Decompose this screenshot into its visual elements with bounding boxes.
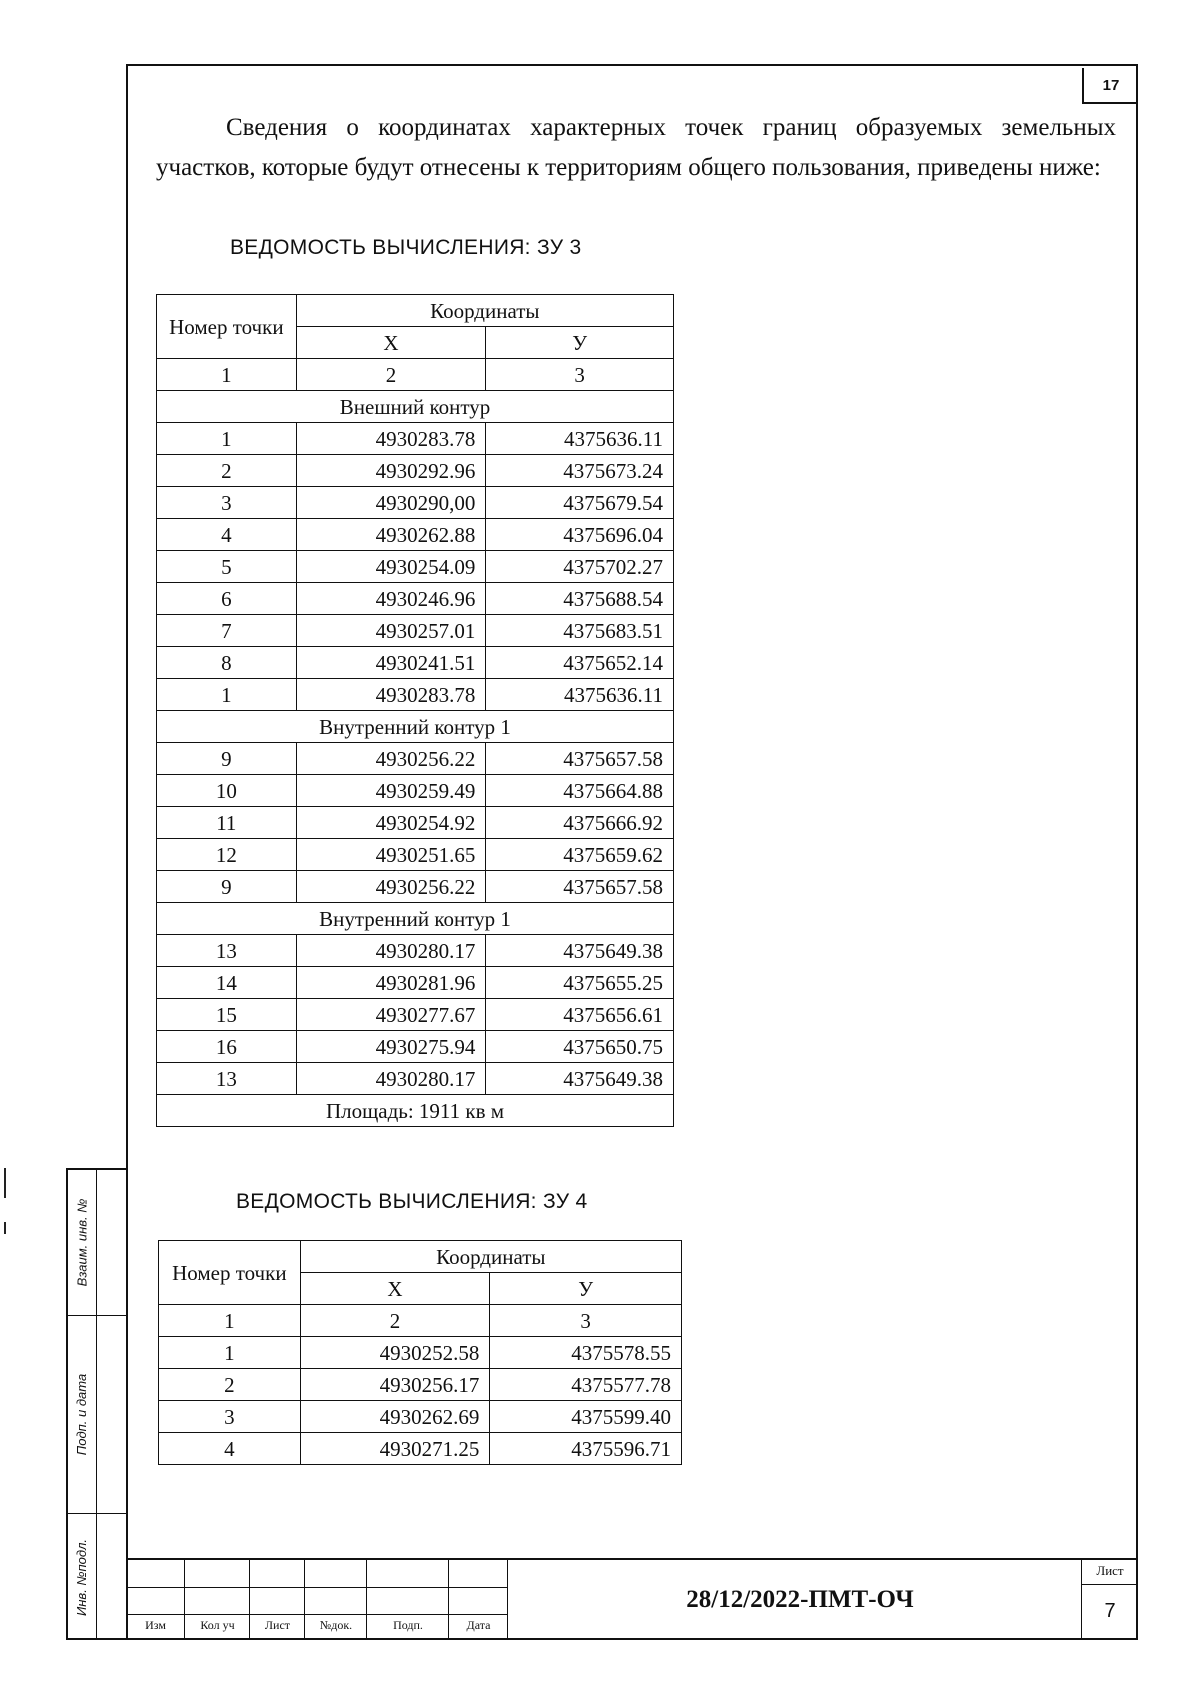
intro-paragraph: Сведения о координатах характерных точек границ образуемых земельных участков, которые будут отнесены к территориям общего пользования, приведены ниже: bbox=[156, 114, 1116, 181]
index-cell: 1 bbox=[157, 359, 297, 391]
area-total-row bbox=[157, 1095, 674, 1127]
table-row bbox=[157, 487, 674, 519]
table-row bbox=[157, 647, 674, 679]
y-coordinate-cell: 4375673.24 bbox=[486, 455, 674, 487]
x-coordinate-cell: 4930292.96 bbox=[296, 455, 486, 487]
index-cell: 2 bbox=[300, 1305, 490, 1337]
table-row bbox=[157, 423, 674, 455]
index-cell: 3 bbox=[486, 359, 674, 391]
x-coordinate-cell: 4930283.78 bbox=[296, 679, 486, 711]
index-cell: 1 bbox=[159, 1305, 301, 1337]
point-number-cell: 3 bbox=[157, 487, 297, 519]
table-row bbox=[157, 519, 674, 551]
margin-mark bbox=[4, 1168, 6, 1198]
point-number-cell: 1 bbox=[157, 423, 297, 455]
header-y: У bbox=[490, 1273, 682, 1305]
x-coordinate-cell: 4930280.17 bbox=[296, 935, 486, 967]
table-row bbox=[157, 807, 674, 839]
x-coordinate-cell: 4930281.96 bbox=[296, 967, 486, 999]
x-coordinate-cell: 4930251.65 bbox=[296, 839, 486, 871]
table-row bbox=[159, 1369, 682, 1401]
point-number-cell: 12 bbox=[157, 839, 297, 871]
x-coordinate-cell: 4930271.25 bbox=[300, 1433, 490, 1465]
x-coordinate-cell: 4930262.88 bbox=[296, 519, 486, 551]
side-label-podp: Подп. и дата bbox=[74, 1373, 90, 1455]
x-coordinate-cell: 4930254.92 bbox=[296, 807, 486, 839]
y-coordinate-cell: 4375679.54 bbox=[486, 487, 674, 519]
point-number-cell: 2 bbox=[157, 455, 297, 487]
header-coordinates: Координаты bbox=[300, 1241, 681, 1273]
x-coordinate-cell: 4930241.51 bbox=[296, 647, 486, 679]
stamp-caption-izm: Изм bbox=[145, 1618, 166, 1632]
header-point-number: Номер точки bbox=[157, 295, 297, 359]
index-cell: 3 bbox=[490, 1305, 682, 1337]
point-number-cell: 10 bbox=[157, 775, 297, 807]
x-coordinate-cell: 4930283.78 bbox=[296, 423, 486, 455]
coordinates-table-zu3 bbox=[156, 294, 674, 1127]
y-coordinate-cell: 4375656.61 bbox=[486, 999, 674, 1031]
side-label-vzaim: Взаим. инв. № bbox=[74, 1198, 90, 1287]
side-stamp-divider bbox=[96, 1170, 97, 1638]
table-row bbox=[157, 999, 674, 1031]
x-coordinate-cell: 4930257.01 bbox=[296, 615, 486, 647]
contour-title: Внешний контур bbox=[157, 391, 674, 423]
stamp-caption-data: Дата bbox=[466, 1618, 491, 1632]
x-coordinate-cell: 4930275.94 bbox=[296, 1031, 486, 1063]
y-coordinate-cell: 4375666.92 bbox=[486, 807, 674, 839]
header-x: X bbox=[300, 1273, 490, 1305]
x-coordinate-cell: 4930246.96 bbox=[296, 583, 486, 615]
sheet-number: 7 bbox=[1104, 1599, 1116, 1622]
table1-heading: ВЕДОМОСТЬ ВЫЧИСЛЕНИЯ: ЗУ 3 bbox=[230, 236, 582, 259]
table-row bbox=[157, 839, 674, 871]
table-row bbox=[157, 743, 674, 775]
y-coordinate-cell: 4375652.14 bbox=[486, 647, 674, 679]
table-row bbox=[157, 455, 674, 487]
table-row bbox=[159, 1337, 682, 1369]
y-coordinate-cell: 4375688.54 bbox=[486, 583, 674, 615]
y-coordinate-cell: 4375657.58 bbox=[486, 743, 674, 775]
y-coordinate-cell: 4375649.38 bbox=[486, 1063, 674, 1095]
stamp-caption-ndok: №док. bbox=[319, 1618, 353, 1632]
y-coordinate-cell: 4375636.11 bbox=[486, 679, 674, 711]
point-number-cell: 1 bbox=[157, 679, 297, 711]
table-row bbox=[157, 1031, 674, 1063]
side-label-inv: Инв. №подл. bbox=[74, 1538, 90, 1617]
contour-title-row bbox=[157, 903, 674, 935]
table-row bbox=[159, 1401, 682, 1433]
margin-mark bbox=[4, 1222, 6, 1234]
x-coordinate-cell: 4930290,00 bbox=[296, 487, 486, 519]
table2-heading: ВЕДОМОСТЬ ВЫЧИСЛЕНИЯ: ЗУ 4 bbox=[236, 1190, 588, 1213]
x-coordinate-cell: 4930254.09 bbox=[296, 551, 486, 583]
table-row bbox=[157, 583, 674, 615]
table-row bbox=[157, 551, 674, 583]
header-x: X bbox=[296, 327, 486, 359]
point-number-cell: 2 bbox=[159, 1369, 301, 1401]
y-coordinate-cell: 4375664.88 bbox=[486, 775, 674, 807]
header-point-number: Номер точки bbox=[159, 1241, 301, 1305]
y-coordinate-cell: 4375596.71 bbox=[490, 1433, 682, 1465]
index-cell: 2 bbox=[296, 359, 486, 391]
page-number-top: 17 bbox=[1082, 68, 1138, 104]
point-number-cell: 13 bbox=[157, 1063, 297, 1095]
y-coordinate-cell: 4375696.04 bbox=[486, 519, 674, 551]
point-number-cell: 7 bbox=[157, 615, 297, 647]
y-coordinate-cell: 4375655.25 bbox=[486, 967, 674, 999]
point-number-cell: 9 bbox=[157, 871, 297, 903]
table-row bbox=[157, 935, 674, 967]
y-coordinate-cell: 4375659.62 bbox=[486, 839, 674, 871]
x-coordinate-cell: 4930256.22 bbox=[296, 743, 486, 775]
y-coordinate-cell: 4375599.40 bbox=[490, 1401, 682, 1433]
y-coordinate-cell: 4375649.38 bbox=[486, 935, 674, 967]
y-coordinate-cell: 4375683.51 bbox=[486, 615, 674, 647]
y-coordinate-cell: 4375657.58 bbox=[486, 871, 674, 903]
table-row bbox=[157, 615, 674, 647]
point-number-cell: 11 bbox=[157, 807, 297, 839]
y-coordinate-cell: 4375578.55 bbox=[490, 1337, 682, 1369]
table-row bbox=[157, 775, 674, 807]
table-row bbox=[157, 679, 674, 711]
y-coordinate-cell: 4375577.78 bbox=[490, 1369, 682, 1401]
y-coordinate-cell: 4375650.75 bbox=[486, 1031, 674, 1063]
table-row bbox=[157, 1063, 674, 1095]
table-row bbox=[157, 967, 674, 999]
coordinates-table-zu4 bbox=[158, 1240, 682, 1465]
x-coordinate-cell: 4930259.49 bbox=[296, 775, 486, 807]
header-y: У bbox=[486, 327, 674, 359]
x-coordinate-cell: 4930252.58 bbox=[300, 1337, 490, 1369]
sheet-caption: Лист bbox=[1096, 1563, 1124, 1578]
contour-title-row bbox=[157, 711, 674, 743]
contour-title: Внутренний контур 1 bbox=[157, 711, 674, 743]
x-coordinate-cell: 4930280.17 bbox=[296, 1063, 486, 1095]
document-code: 28/12/2022-ПМТ-ОЧ bbox=[686, 1586, 914, 1613]
x-coordinate-cell: 4930277.67 bbox=[296, 999, 486, 1031]
point-number-cell: 4 bbox=[159, 1433, 301, 1465]
contour-title-row bbox=[157, 391, 674, 423]
point-number-cell: 16 bbox=[157, 1031, 297, 1063]
x-coordinate-cell: 4930256.22 bbox=[296, 871, 486, 903]
x-coordinate-cell: 4930262.69 bbox=[300, 1401, 490, 1433]
point-number-cell: 8 bbox=[157, 647, 297, 679]
point-number-cell: 9 bbox=[157, 743, 297, 775]
y-coordinate-cell: 4375702.27 bbox=[486, 551, 674, 583]
stamp-caption-podp: Подп. bbox=[393, 1618, 423, 1632]
point-number-cell: 3 bbox=[159, 1401, 301, 1433]
side-stamp bbox=[66, 1168, 126, 1640]
table-row bbox=[159, 1433, 682, 1465]
point-number-cell: 5 bbox=[157, 551, 297, 583]
point-number-cell: 1 bbox=[159, 1337, 301, 1369]
stamp-caption-kolvo: Кол уч bbox=[200, 1618, 235, 1632]
y-coordinate-cell: 4375636.11 bbox=[486, 423, 674, 455]
table-row bbox=[157, 871, 674, 903]
point-number-cell: 14 bbox=[157, 967, 297, 999]
point-number-cell: 13 bbox=[157, 935, 297, 967]
area-total: Площадь: 1911 кв м bbox=[157, 1095, 674, 1127]
point-number-cell: 6 bbox=[157, 583, 297, 615]
x-coordinate-cell: 4930256.17 bbox=[300, 1369, 490, 1401]
contour-title: Внутренний контур 1 bbox=[157, 903, 674, 935]
stamp-caption-list: Лист bbox=[264, 1618, 291, 1632]
header-coordinates: Координаты bbox=[296, 295, 673, 327]
point-number-cell: 15 bbox=[157, 999, 297, 1031]
point-number-cell: 4 bbox=[157, 519, 297, 551]
